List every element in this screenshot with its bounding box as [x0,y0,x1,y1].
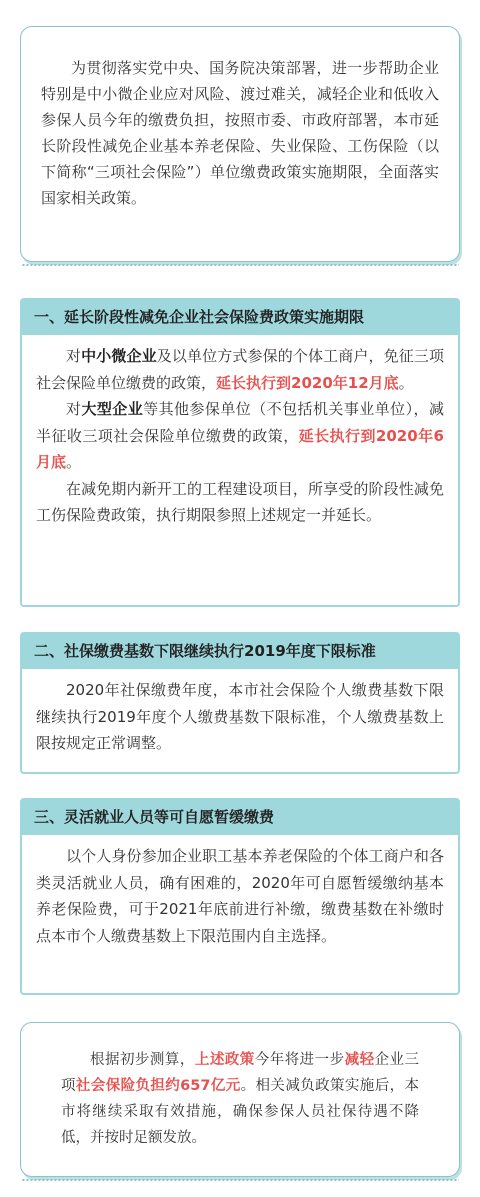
section-3-title: 三、灵活就业人员等可自愿暂缓缴费 [22,800,458,835]
intro-paragraph: 为贯彻落实党中央、国务院决策部署，进一步帮助企业特别是中小微企业应对风险、渡过难关，减轻企业和低收入参保人员今年的缴费负担，按照市委、市政府部署，本市延长阶段性减免企业基本养老保险、失业保险、工伤保险（以下简称“三项社会保险”）单位缴费政策实施期限，全面落实国家相关政策。 [41,59,439,207]
section-1 [20,298,460,607]
section-2-paragraph-1: 2020年社保缴费年度，本市社会保险个人缴费基数下限继续执行2019年度个人缴费基数下限标准，个人缴费基数上限按规定正常调整。 [36,681,444,752]
section-1-body [22,335,458,539]
section-2 [20,632,460,774]
section-1-paragraph-1: 对中小微企业及以单位方式参保的个体工商户，免征三项社会保险单位缴费的政策，延长执行到2020年12月底。 [36,347,444,392]
section-3-paragraph-1: 以个人身份参加企业职工基本养老保险的个体工商户和各类灵活就业人员，确有困难的，2020年可自愿暂缓缴纳基本养老保险费，可于2021年底前进行补缴，缴费基数在补缴时点本市个人缴费基数上下限范围内自主选择。 [36,847,444,945]
section-2-body [22,669,458,767]
section-1-paragraph-3: 在减免期内新开工的工程建设项目，所享受的阶段性减免工伤保险费政策，执行期限参照上述规定一并延长。 [36,479,444,524]
section-2-title: 二、社保缴费基数下限继续执行2019年度下限标准 [22,634,458,669]
section-1-title: 一、延长阶段性减免企业社会保险费政策实施期限 [22,300,458,335]
section-3-body [22,835,458,959]
section-1-paragraph-2: 对大型企业等其他参保单位（不包括机关事业单位），减半征收三项社会保险单位缴费的政策，延长执行到2020年6月底。 [36,400,444,471]
outro-paragraph: 根据初步测算，上述政策今年将进一步减轻企业三项社会保险负担约657亿元。相关减负政策实施后，本市将继续采取有效措施，确保参保人员社保待遇不降低，并按时足额发放。 [61,1052,420,1146]
section-3 [20,798,460,995]
intro-box [20,26,460,262]
outro-box [20,1022,460,1177]
